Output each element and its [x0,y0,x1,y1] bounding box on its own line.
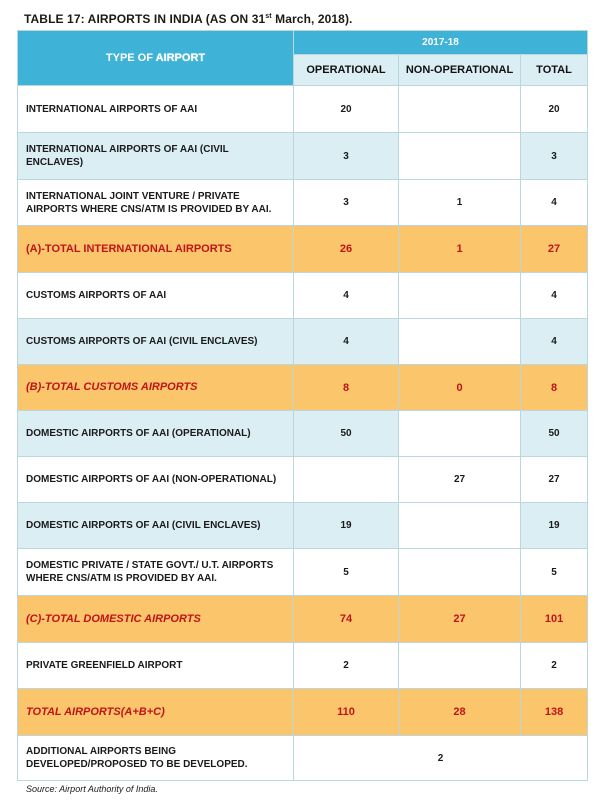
row-operational: 4 [294,319,399,365]
row-operational: 19 [294,503,399,549]
row-non-operational [399,549,521,596]
row-label: TOTAL AIRPORTS(A+B+C) [18,689,294,736]
row-total: 4 [521,319,588,365]
row-non-operational: 0 [399,365,521,411]
row-total: 5 [521,549,588,596]
row-label: (B)-TOTAL CUSTOMS AIRPORTS [18,365,294,411]
row-label: INTERNATIONAL AIRPORTS OF AAI [18,86,294,133]
row-total: 27 [521,457,588,503]
row-total: 50 [521,411,588,457]
header-type-of-airport: TYPE OF AIRPORT [18,31,294,86]
header-operational: OPERATIONAL [294,55,399,86]
row-total: 2 [521,643,588,689]
row-label: (A)-TOTAL INTERNATIONAL AIRPORTS [18,226,294,273]
row-non-operational: 28 [399,689,521,736]
row-label: CUSTOMS AIRPORTS OF AAI [18,273,294,319]
row-operational: 5 [294,549,399,596]
table-row-additional [18,736,588,781]
header-year: 2017-18 [294,31,588,55]
row-total: 8 [521,365,588,411]
row-operational: 110 [294,689,399,736]
row-label: DOMESTIC AIRPORTS OF AAI (CIVIL ENCLAVES) [18,503,294,549]
row-total: 20 [521,86,588,133]
row-non-operational: 1 [399,180,521,226]
table-row [18,411,588,457]
row-label: DOMESTIC AIRPORTS OF AAI (OPERATIONAL) [18,411,294,457]
row-operational [294,457,399,503]
row-total: 138 [521,689,588,736]
row-non-operational: 27 [399,457,521,503]
table-row [18,273,588,319]
table-row [18,503,588,549]
table-row [18,319,588,365]
row-label: INTERNATIONAL JOINT VENTURE / PRIVATE AIRPORTS WHERE CNS/ATM IS PROVIDED BY AAI. [18,180,294,226]
row-operational: 8 [294,365,399,411]
source-note: Source: Airport Authority of India. [26,784,158,794]
row-operational: 26 [294,226,399,273]
row-operational: 74 [294,596,399,643]
row-operational: 4 [294,273,399,319]
airports-table [17,30,588,781]
row-non-operational: 1 [399,226,521,273]
row-non-operational [399,273,521,319]
row-label: PRIVATE GREENFIELD AIRPORT [18,643,294,689]
row-non-operational: 27 [399,596,521,643]
row-operational: 3 [294,180,399,226]
table-row [18,549,588,596]
row-non-operational [399,411,521,457]
row-label: CUSTOMS AIRPORTS OF AAI (CIVIL ENCLAVES) [18,319,294,365]
caption-superscript: st [265,13,272,20]
row-operational: 20 [294,86,399,133]
row-label: DOMESTIC AIRPORTS OF AAI (NON-OPERATIONAL) [18,457,294,503]
row-non-operational [399,643,521,689]
row-total: 4 [521,273,588,319]
table-row-total-domestic [18,596,588,643]
row-label: ADDITIONAL AIRPORTS BEING DEVELOPED/PROPOSED TO BE DEVELOPED. [18,736,294,781]
table-row [18,643,588,689]
row-non-operational [399,86,521,133]
row-non-operational [399,133,521,180]
row-total: 27 [521,226,588,273]
row-non-operational [399,503,521,549]
row-operational: 3 [294,133,399,180]
row-total: 101 [521,596,588,643]
table-row [18,133,588,180]
row-additional-value: 2 [294,736,588,781]
header-total: TOTAL [521,55,588,86]
header-non-operational: NON-OPERATIONAL [399,55,521,86]
table-caption: TABLE 17: AIRPORTS IN INDIA (AS ON 31st March, 2018). [24,12,353,26]
table-row-total-international [18,226,588,273]
row-total: 3 [521,133,588,180]
row-label: DOMESTIC PRIVATE / STATE GOVT./ U.T. AIRPORTS WHERE CNS/ATM IS PROVIDED BY AAI. [18,549,294,596]
table-row-total-customs [18,365,588,411]
row-label: (C)-TOTAL DOMESTIC AIRPORTS [18,596,294,643]
table-row-total-airports [18,689,588,736]
row-total: 4 [521,180,588,226]
row-label: INTERNATIONAL AIRPORTS OF AAI (CIVIL ENCLAVES) [18,133,294,180]
table-row [18,86,588,133]
row-operational: 2 [294,643,399,689]
table-row [18,180,588,226]
row-non-operational [399,319,521,365]
table-row [18,457,588,503]
row-total: 19 [521,503,588,549]
row-operational: 50 [294,411,399,457]
